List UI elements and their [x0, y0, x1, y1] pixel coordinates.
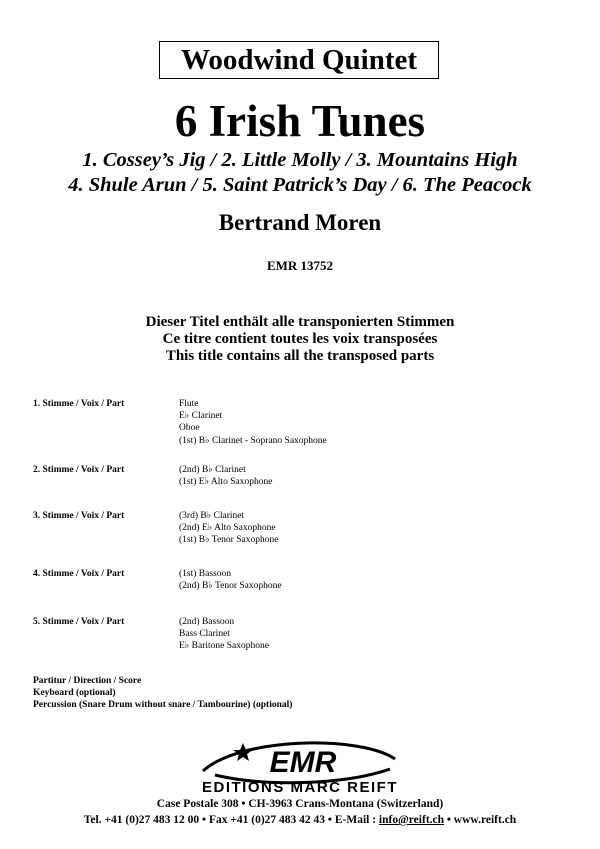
part-2-label: 2. Stimme / Voix / Part	[33, 465, 125, 475]
instrument-item: (1st) Bassoon	[179, 569, 231, 579]
instrument-item: (2nd) B♭ Clarinet	[179, 465, 246, 475]
website-text: • www.reift.ch	[444, 814, 517, 826]
tune-list-line-2: 4. Shule Arun / 5. Saint Patrick’s Day / 6. The Peacock	[68, 174, 532, 196]
part-3-instruments	[179, 510, 278, 547]
publisher-contact	[0, 813, 600, 827]
part-5-label: 5. Stimme / Voix / Part	[33, 617, 125, 627]
extra-percussion: Percussion (Snare Drum without snare / Tambourine) (optional)	[33, 700, 293, 710]
publisher-logo	[145, 735, 455, 795]
transposition-note-german: Dieser Titel enthält alle transponierten Stimmen	[145, 314, 455, 330]
part-1-instruments	[179, 398, 327, 447]
logo-letters: EMR	[269, 746, 337, 779]
publisher-name: EDITIONS MARC REIFT	[202, 779, 398, 795]
part-5-instruments	[179, 616, 269, 653]
part-3-label: 3. Stimme / Voix / Part	[33, 511, 125, 521]
instrument-item: (1st) B♭ Clarinet - Soprano Saxophone	[179, 435, 327, 446]
ensemble-label: Woodwind Quintet	[159, 41, 439, 79]
instrument-item: (1st) E♭ Alto Saxophone	[179, 477, 273, 488]
instrument-item: (3rd) B♭ Clarinet	[179, 511, 245, 521]
instrument-item: Bass Clarinet	[179, 629, 230, 640]
extra-keyboard: Keyboard (optional)	[33, 688, 116, 698]
email-link[interactable]: info@reift.ch	[378, 814, 445, 826]
instrument-item: E♭ Baritone Saxophone	[179, 641, 269, 652]
part-1-label: 1. Stimme / Voix / Part	[33, 399, 125, 409]
contact-phone-fax: Tel. +41 (0)27 483 12 00 • Fax +41 (0)27 483 42 43 • E-Mail :	[83, 814, 379, 826]
instrument-item: E♭ Clarinet	[179, 411, 223, 422]
instrument-item: (2nd) Bassoon	[179, 617, 235, 627]
page-title: 6 Irish Tunes	[174, 96, 426, 146]
tune-list-line-1: 1. Cossey’s Jig / 2. Little Molly / 3. Mountains High	[82, 149, 518, 171]
transposition-note-english: This title contains all the transposed parts	[165, 348, 435, 364]
star-icon	[233, 743, 253, 761]
part-2-instruments	[179, 464, 272, 488]
instrument-item: Flute	[179, 399, 199, 409]
catalog-number: EMR 13752	[266, 258, 334, 273]
part-4-label: 4. Stimme / Voix / Part	[33, 569, 125, 579]
publisher-address: Case Postale 308 • CH-3963 Crans-Montana (Switzerland)	[156, 798, 444, 810]
composer-name: Bertrand Moren	[218, 210, 382, 235]
instrument-item: (1st) B♭ Tenor Saxophone	[179, 535, 279, 546]
part-4-instruments	[179, 568, 282, 592]
instrument-item: (2nd) E♭ Alto Saxophone	[179, 523, 276, 534]
extra-score: Partitur / Direction / Score	[33, 676, 142, 686]
transposition-note-french: Ce titre contient toutes les voix transposées	[162, 331, 438, 347]
instrument-item: (2nd) B♭ Tenor Saxophone	[179, 581, 282, 592]
instrument-item: Oboe	[179, 423, 200, 434]
